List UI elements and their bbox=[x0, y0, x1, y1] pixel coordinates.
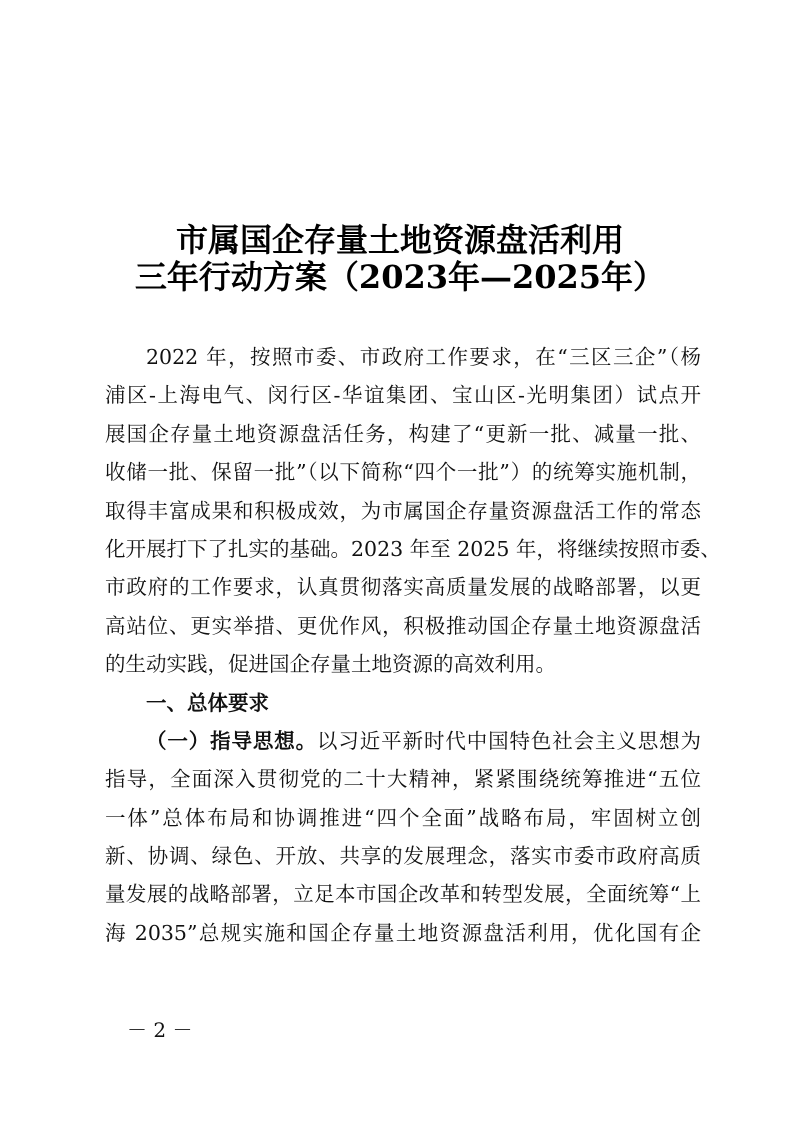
paragraph-line: 市政府的工作要求，认真贯彻落实高质量发展的战略部署，以更 bbox=[105, 575, 701, 600]
subsection-lead: （一）指导思想。 bbox=[146, 728, 318, 753]
paragraph-line: 高站位、更实举措、更优作风，积极推动国企存量土地资源盘活 bbox=[105, 613, 701, 638]
paragraph-line: 化开展打下了扎实的基础。2023 年至 2025 年，将继续按照市委、 bbox=[105, 536, 721, 561]
paragraph-line: 海 2035”总规实施和国企存量土地资源盘活利用，优化国有企 bbox=[105, 920, 701, 945]
paragraph-line: 浦区-上海电气、闵行区-华谊集团、宝山区-光明集团）试点开 bbox=[105, 383, 701, 408]
title-line-2: 三年行动方案（2023年—2025年） bbox=[134, 258, 666, 296]
paragraph-line: 收储一批、保留一批”（以下简称“四个一批”）的统筹实施机制， bbox=[105, 460, 701, 485]
document-body bbox=[105, 338, 721, 952]
paragraph-line: 展国企存量土地资源盘活任务，构建了“更新一批、减量一批、 bbox=[105, 421, 701, 446]
paragraph-line: 的生动实践，促进国企存量土地资源的高效利用。 bbox=[105, 652, 556, 677]
paragraph-line: 新、协调、绿色、开放、共享的发展理念，落实市委市政府高质 bbox=[105, 844, 701, 869]
title-line-1: 市属国企存量土地资源盘活利用 bbox=[175, 221, 624, 259]
subsection-first-line bbox=[105, 722, 701, 760]
subsection-first-line-text: 以习近平新时代中国特色社会主义思想为 bbox=[317, 728, 702, 753]
paragraph-line: 取得丰富成果和积极成效，为市属国企存量资源盘活工作的常态 bbox=[105, 498, 701, 523]
document-title bbox=[0, 222, 800, 296]
paragraph-line: 一体”总体布局和协调推进“四个全面”战略布局，牢固树立创 bbox=[105, 805, 701, 830]
paragraph-line: 指导，全面深入贯彻党的二十大精神，紧紧围绕统筹推进“五位 bbox=[105, 767, 701, 792]
section-heading: 一、总体要求 bbox=[146, 690, 269, 715]
page-number: － 2 － bbox=[127, 1018, 193, 1042]
paragraph-line: 量发展的战略部署，立足本市国企改革和转型发展，全面统筹“上 bbox=[105, 882, 701, 907]
paragraph-line: 2022 年，按照市委、市政府工作要求，在“三区三企”（杨 bbox=[146, 345, 701, 369]
